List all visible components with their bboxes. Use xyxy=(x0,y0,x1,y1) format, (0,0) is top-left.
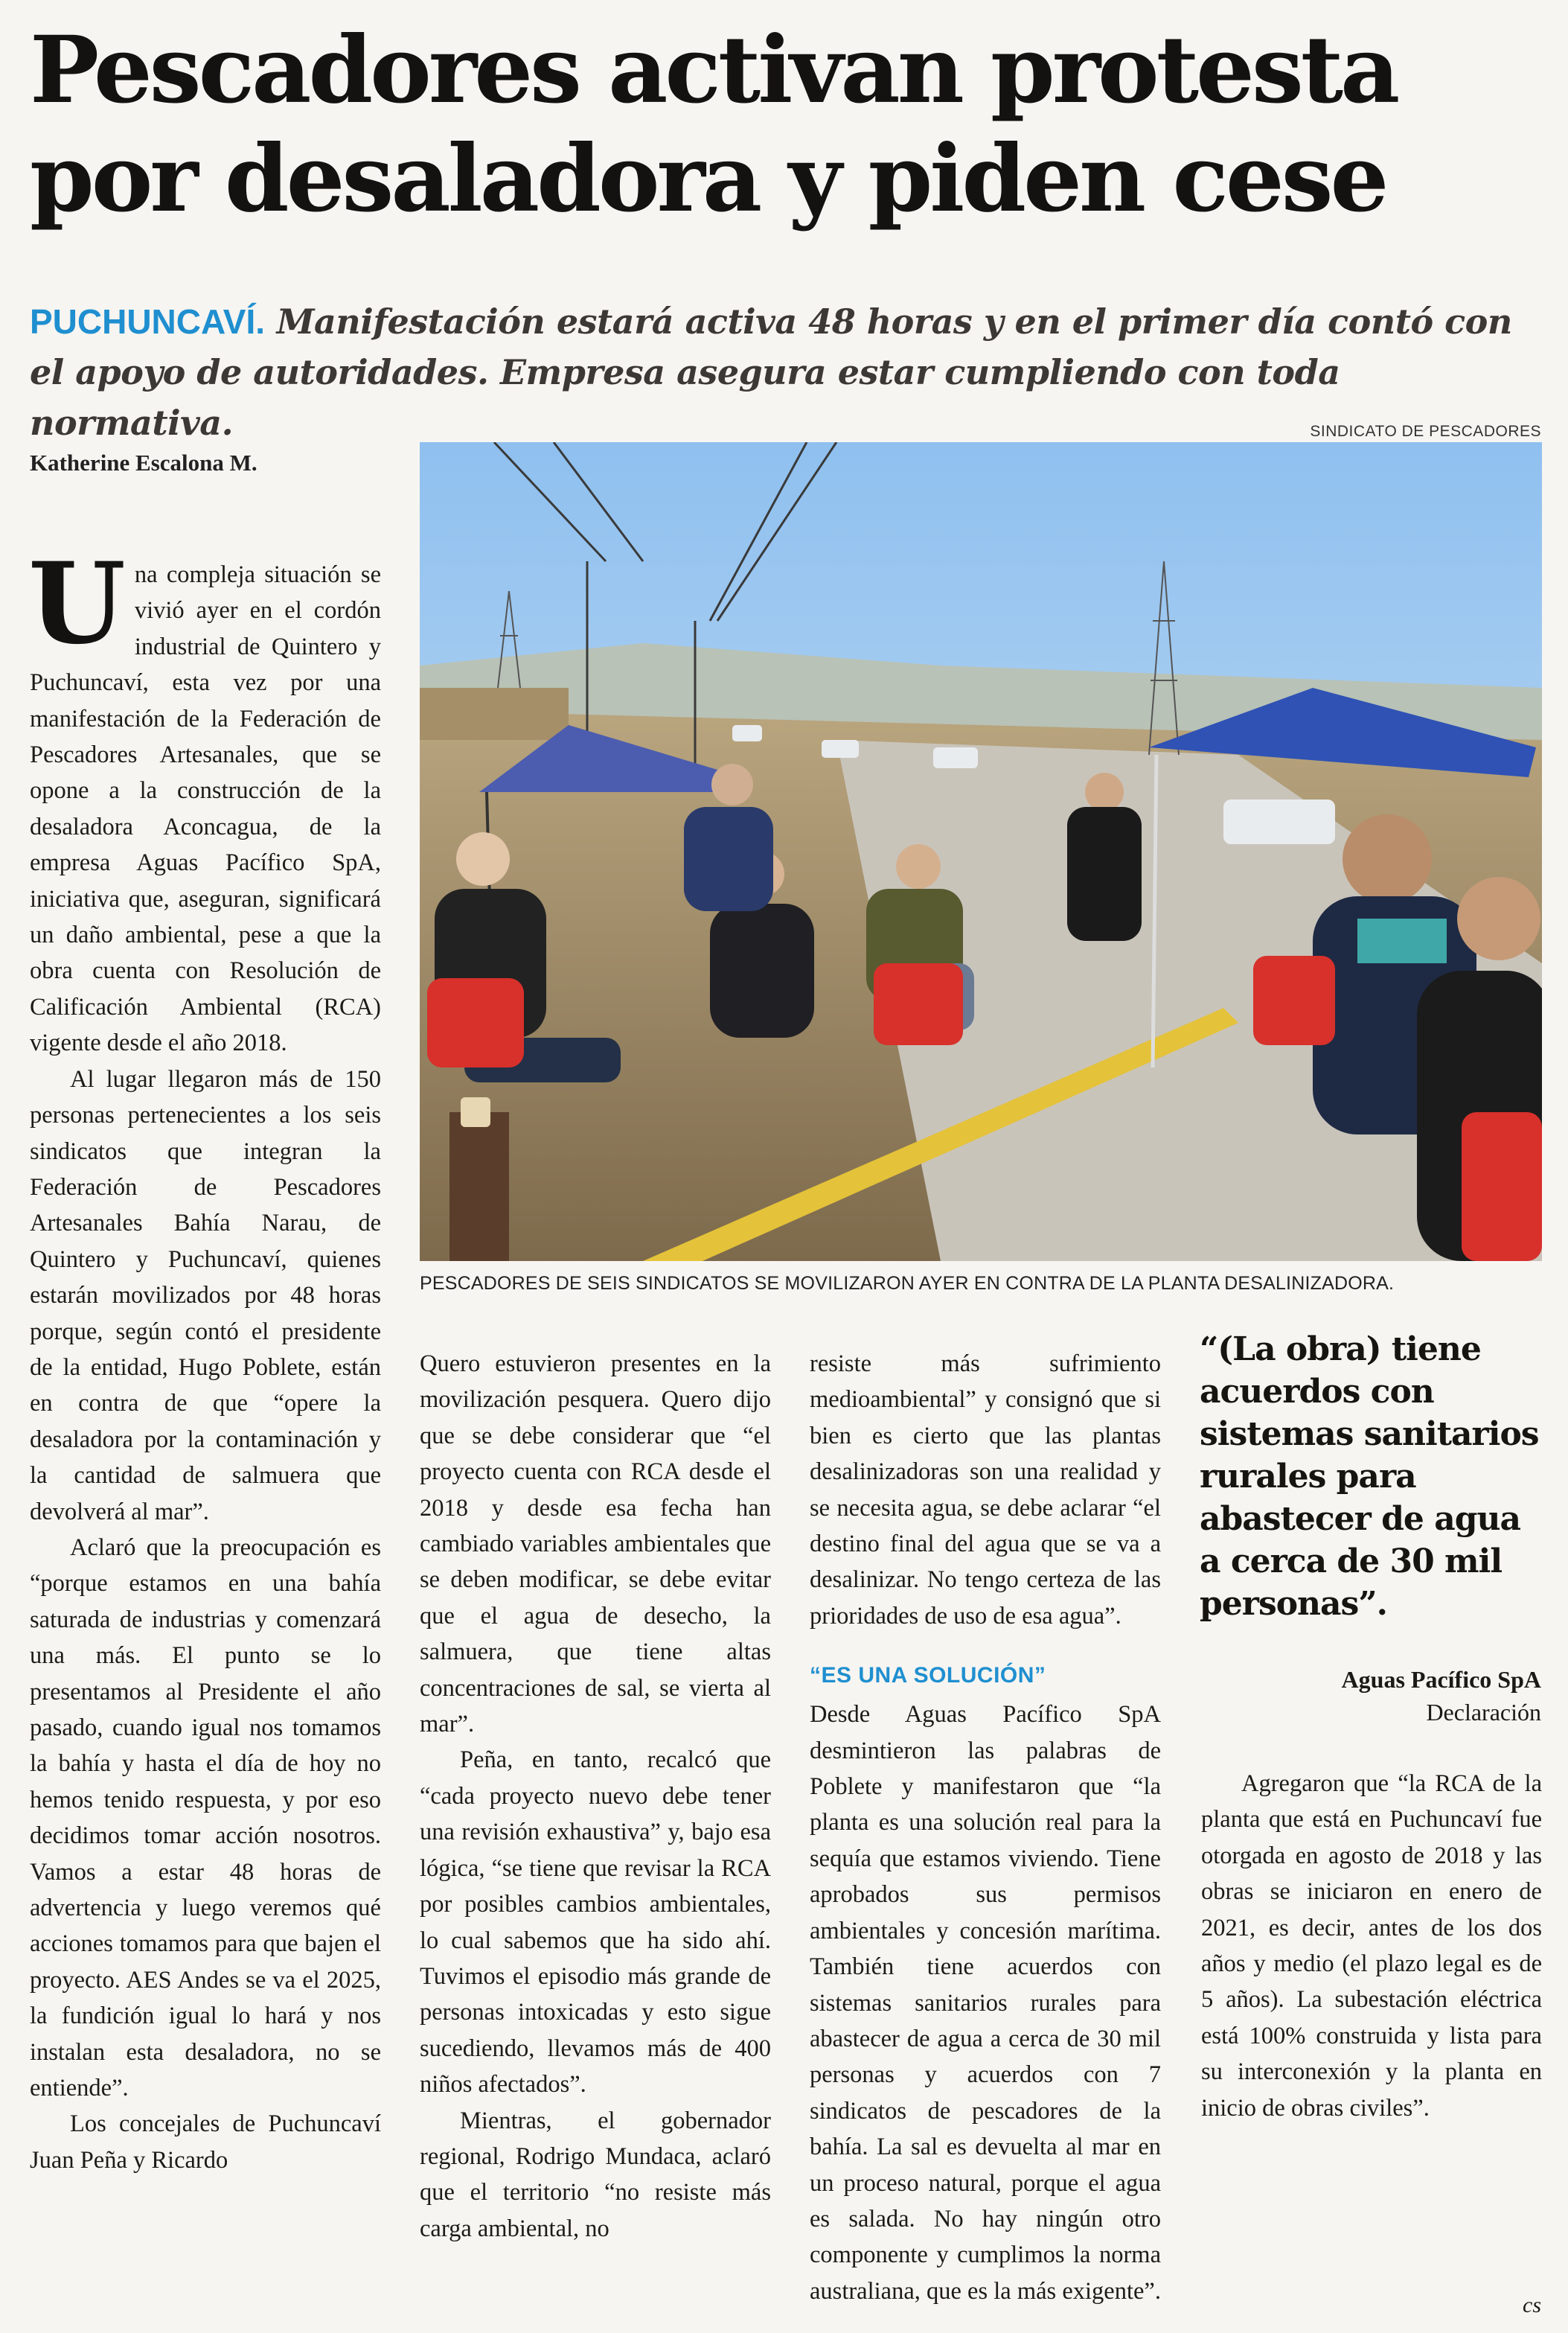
section-subhead: “ES UNA SOLUCIÓN” xyxy=(810,1663,1046,1688)
paragraph-4-cont: Quero estuvieron presentes en la movilización pesquera. Quero dijo que se debe considerar que “el proyecto cuenta con RCA desde el 2018 y desde esa fecha han cambiado variables ambientales que se deben modificar, se debe evitar que el agua de desecho, la salmuera, que tiene altas concentraciones de sal, se vierta al mar”. xyxy=(420,1350,771,1738)
headline-line-2: por desaladora y piden cese xyxy=(30,125,1386,233)
photo-caption: PESCADORES DE SEIS SINDICATOS SE MOVILIZARON AYER EN CONTRA DE LA PLANTA DESALINIZADORA. xyxy=(420,1273,1395,1294)
paragraph-6-cont: resiste más sufrimiento medioambiental” y consignó que si bien es cierto que las plantas desalinizadoras son una realidad y se necesita agua, se debe aclarar “el destino final del agua que se va a desalinizar. No tengo certeza de las prioridades de uso de esa agua”. xyxy=(810,1350,1161,1630)
news-photo xyxy=(420,442,1542,1261)
paragraph-4-start: Los concejales de Puchuncaví Juan Peña y Ricardo xyxy=(30,2110,381,2174)
lead-kicker: PUCHUNCAVÍ. xyxy=(30,302,266,341)
headline-line-1: Pescadores activan protesta xyxy=(30,16,1398,124)
lead-text: Manifestación estará activa 48 horas y en el primer día contó con el apoyo de autoridades. Empresa asegura estar cumpliendo con toda normativa. xyxy=(30,301,1512,443)
paragraph-7-start: Desde Aguas Pacífico SpA desmintieron las palabras de Poblete y manifestaron que “la planta es una solución real para la sequía que estamos viviendo. Tiene aprobados sus permisos ambientales y concesión marítima. También tiene acuerdos con sistemas sanitarios rurales para abastecer de agua a cerca de 30 mil personas y acuerdos con 7 sindicatos de pescadores de la bahía. La sal es devuelta al mar en un proceso natural, porque el agua es salada. No hay ningún otro componente y cumplimos la norma australiana, que es la más exigente”. xyxy=(810,1701,1161,2305)
pull-quote-attribution xyxy=(1342,1663,1541,1729)
pull-quote-role: Declaración xyxy=(1426,1699,1541,1726)
pull-quote-source: Aguas Pacífico SpA xyxy=(1341,1666,1541,1693)
paragraph-8: Agregaron que “la RCA de la planta que está en Puchuncaví fue otorgada en agosto de 2018 y las obras se iniciaron en enero de 2021, es decir, antes de los dos años y medio (el plazo legal es de 5 años). La subestación eléctrica está 100% construida y lista para su interconexión y la planta en inicio de obras civiles”. xyxy=(1201,1770,1542,2122)
paragraph-2: Al lugar llegaron más de 150 personas pertenecientes a los seis sindicatos que integran la Federación de Pescadores Artesanales Bahía Narau, de Quintero y Puchuncaví, quienes estarán movilizados por 48 horas porque, según contó el presidente de la entidad, Hugo Poblete, están en contra de que “opere la desaladora por la contaminación y la cantidad de salmuera que devolverá al mar”. xyxy=(30,1065,381,1525)
pull-quote: “(La obra) tiene acuerdos con sistemas sanitarios rurales para abastecer de agua a cerca de 30 mil personas”. xyxy=(1200,1330,1539,1623)
paragraph-1: na compleja situación se vivió ayer en el cordón industrial de Quintero y Puchuncaví, esta vez por una manifestación de la Federación de Pescadores Artesanales, que se opone a la construcción de la desaladora Aconcagua, de la empresa Aguas Pacífico SpA, iniciativa que, aseguran, significará un daño ambiental, pese a que la obra cuenta con Resolución de Calificación Ambiental (RCA) vigente desde el año 2018. xyxy=(30,561,381,1057)
article-column-3 xyxy=(810,1346,1161,2309)
paragraph-6-start: Mientras, el gobernador regional, Rodrigo Mundaca, aclaró que el territorio “no resiste más carga ambiental, no xyxy=(420,2107,771,2242)
end-mark: cs xyxy=(1523,2293,1541,2317)
photo-credit: SINDICATO DE PESCADORES xyxy=(1310,423,1541,440)
byline: Katherine Escalona M. xyxy=(30,450,257,476)
headline xyxy=(30,16,1548,234)
paragraph-3: Aclaró que la preocupación es “porque estamos en una bahía saturada de industrias y comenzará una más. El punto se lo presentamos al Presidente el año pasado, cuando igual nos tomamos la bahía y hasta el día de hoy no hemos tenido respuesta, y por eso decidimos tomar acción nosotros. Vamos a estar 48 horas de advertencia y luego veremos qué acciones tomamos para que bajen el proyecto. AES Andes se va el 2025, la fundición igual lo hará y nos instalan esta desaladora, no se entiende”. xyxy=(30,1533,381,2102)
paragraph-5: Peña, en tanto, recalcó que “cada proyecto nuevo debe tener una revisión exhaustiva” y, bajo esa lógica, “se tiene que revisar la RCA por posibles cambios ambientales, lo cual sabemos que ha sido ahí. Tuvimos el episodio más grande de personas intoxicadas y esto sigue sucediendo, llevamos más de 400 niños afectados”. xyxy=(420,1746,771,2099)
article-column-2 xyxy=(420,1346,771,2247)
protest-photo-illustration xyxy=(420,442,1542,1261)
article-column-4 xyxy=(1201,1766,1542,2126)
article-column-1 xyxy=(28,538,381,2178)
dropcap: U xyxy=(28,538,126,669)
